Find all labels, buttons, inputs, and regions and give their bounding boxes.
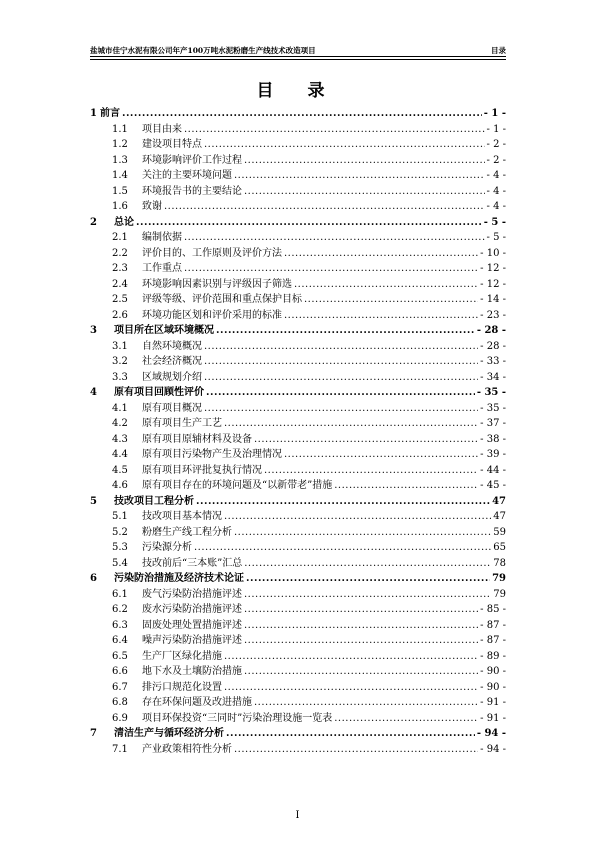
toc-section-entry[interactable] xyxy=(90,740,506,756)
toc-entry-page: - 45 - xyxy=(480,480,506,491)
dot-leader xyxy=(224,651,478,662)
toc-entry-title: 总论 xyxy=(114,216,134,228)
toc-entry-number: 4.3 xyxy=(112,433,128,445)
toc-section-entry[interactable] xyxy=(90,120,506,136)
dot-leader xyxy=(244,620,478,631)
dot-leader xyxy=(304,294,478,305)
dot-leader xyxy=(224,418,478,429)
toc-entry-title: 粉磨生产线工程分析 xyxy=(142,526,232,538)
toc-entry-page: - 91 - xyxy=(480,697,506,708)
toc-entry-title: 区域规划介绍 xyxy=(142,371,202,383)
toc-entry-page: 47 xyxy=(493,511,506,522)
toc-entry-page: - 85 - xyxy=(480,604,506,615)
dot-leader xyxy=(206,387,475,398)
toc-entry-number: 7.1 xyxy=(112,743,128,755)
table-of-contents xyxy=(90,104,506,755)
toc-entry-page: - 23 - xyxy=(480,309,506,321)
toc-entry-title: 废水污染防治措施评述 xyxy=(142,604,242,615)
toc-section-entry[interactable] xyxy=(90,151,506,167)
toc-entry-title: 项目所在区域环境概况 xyxy=(114,325,214,336)
dot-leader xyxy=(234,744,478,755)
toc-entry-title: 评级等级、评价范围和重点保护目标 xyxy=(142,294,302,305)
toc-entry-title: 致谢 xyxy=(142,201,162,212)
toc-entry-page: - 33 - xyxy=(480,356,506,367)
toc-entry-title: 项目由来 xyxy=(142,123,182,135)
toc-entry-title: 原有项目回顾性评价 xyxy=(114,387,204,398)
toc-entry-page: - 90 - xyxy=(480,681,506,693)
toc-entry-number: 1.1 xyxy=(112,123,128,135)
dot-leader xyxy=(246,573,490,584)
toc-entry-page: - 38 - xyxy=(480,433,506,445)
toc-entry-title: 自然环境概况 xyxy=(142,340,202,352)
toc-entry-number: 4.1 xyxy=(112,402,128,414)
toc-entry-page: - 37 - xyxy=(480,418,506,429)
toc-entry-number: 2.6 xyxy=(112,309,128,321)
dot-leader xyxy=(194,542,491,553)
toc-entry-page: 79 xyxy=(492,573,506,584)
toc-entry-title: 污染防治措施及经济技术论证 xyxy=(114,573,244,584)
dot-leader xyxy=(204,139,485,150)
toc-entry-page: - 10 - xyxy=(480,247,506,259)
toc-entry-page: - 35 - xyxy=(480,402,506,414)
toc-entry-number: 3.1 xyxy=(112,340,128,352)
toc-entry-number: 3 xyxy=(90,325,97,336)
toc-entry-number: 2.5 xyxy=(112,294,128,305)
dot-leader xyxy=(264,465,478,476)
toc-entry-number: 4.2 xyxy=(112,418,128,429)
toc-entry-number: 3.3 xyxy=(112,371,128,383)
toc-section-entry[interactable] xyxy=(90,368,506,384)
toc-entry-title: 社会经济概况 xyxy=(142,356,202,367)
toc-section-entry[interactable] xyxy=(90,414,506,430)
toc-entry-number: 2.4 xyxy=(112,278,128,290)
toc-entry-title: 项目环保投资“三同时”污染治理设施一览表 xyxy=(142,712,333,724)
toc-entry-page: 78 xyxy=(493,557,506,569)
toc-entry-number: 6.4 xyxy=(112,635,128,646)
toc-section-entry[interactable] xyxy=(90,461,506,477)
dot-leader xyxy=(196,496,490,507)
toc-section-entry[interactable] xyxy=(90,600,506,616)
toc-entry-title: 清洁生产与循环经济分析 xyxy=(114,728,224,739)
toc-entry-title: 建设项目特点 xyxy=(142,139,202,150)
toc-section-entry[interactable] xyxy=(90,554,506,570)
dot-leader xyxy=(224,682,478,693)
toc-chapter-entry[interactable] xyxy=(90,569,506,585)
toc-section-entry[interactable] xyxy=(90,631,506,647)
header-divider xyxy=(90,59,506,60)
dot-leader xyxy=(164,201,485,212)
toc-entry-title: 地下水及土壤防治措施 xyxy=(142,666,242,677)
toc-entry-number: 4.4 xyxy=(112,449,128,460)
toc-entry-number: 1.6 xyxy=(112,201,128,212)
toc-entry-title: 噪声污染防治措施评述 xyxy=(142,635,242,646)
toc-entry-title: 污染源分析 xyxy=(142,542,192,553)
dot-leader xyxy=(204,341,478,352)
toc-entry-title: 原有项目存在的环境问题及“以新带老”措施 xyxy=(142,480,333,491)
dot-leader xyxy=(204,356,478,367)
toc-entry-page: - 2 - xyxy=(486,139,506,150)
toc-entry-title: 固废处理处置措施评述 xyxy=(142,619,242,631)
dot-leader xyxy=(184,263,478,274)
toc-entry-number: 2.2 xyxy=(112,247,128,259)
dot-leader xyxy=(284,310,478,321)
toc-chapter-entry[interactable] xyxy=(90,492,506,508)
toc-entry-title: 原有项目污染物产生及治理情况 xyxy=(142,449,282,460)
toc-entry-number: 6.9 xyxy=(112,712,128,724)
toc-entry-number: 6.8 xyxy=(112,697,128,708)
page-title: 目 录 xyxy=(256,81,339,101)
toc-entry-title: 评价目的、工作原则及评价方法 xyxy=(142,247,282,259)
dot-leader xyxy=(334,713,478,724)
dot-leader xyxy=(284,449,478,460)
toc-section-entry[interactable] xyxy=(90,709,506,725)
toc-entry-title: 排污口规范化设置 xyxy=(142,681,222,693)
toc-entry-title: 环境影响因素识别与评级因子筛选 xyxy=(142,278,292,290)
toc-entry-number: 5 xyxy=(90,495,97,507)
dot-leader xyxy=(244,635,478,646)
dot-leader xyxy=(234,527,491,538)
toc-entry-page: - 28 - xyxy=(476,325,506,336)
dot-leader xyxy=(244,186,485,197)
toc-chapter-entry[interactable] xyxy=(90,383,506,399)
toc-section-entry[interactable] xyxy=(90,445,506,461)
toc-entry-number: 2.1 xyxy=(112,232,128,243)
toc-entry-title: 环境报告书的主要结论 xyxy=(142,185,242,197)
dot-leader xyxy=(244,589,491,600)
toc-entry-title: 工作重点 xyxy=(142,263,182,274)
toc-entry-page: - 12 - xyxy=(480,278,506,290)
dot-leader xyxy=(334,480,478,491)
toc-section-entry[interactable] xyxy=(90,244,506,260)
dot-leader xyxy=(244,155,485,166)
toc-section-entry[interactable] xyxy=(90,399,506,415)
toc-entry-page: - 2 - xyxy=(486,154,506,166)
dot-leader xyxy=(226,728,475,739)
dot-leader xyxy=(254,697,478,708)
toc-entry-page: - 35 - xyxy=(476,387,506,398)
toc-entry-number: 4 xyxy=(90,387,97,398)
toc-entry-page: - 12 - xyxy=(480,263,506,274)
toc-entry-number: 5.4 xyxy=(112,557,128,569)
toc-section-entry[interactable] xyxy=(90,352,506,368)
toc-section-entry[interactable] xyxy=(90,662,506,678)
toc-entry-page: - 14 - xyxy=(480,294,506,305)
toc-entry-page: - 4 - xyxy=(486,170,506,181)
toc-entry-title: 原有项目环评批复执行情况 xyxy=(142,464,262,476)
toc-entry-page: 59 xyxy=(493,526,506,538)
toc-entry-title: 技改前后“三本账”汇总 xyxy=(142,557,243,569)
toc-entry-title: 原有项目概况 xyxy=(142,402,202,414)
toc-entry-title: 生产厂区绿化措施 xyxy=(142,650,222,662)
dot-leader xyxy=(224,511,491,522)
toc-section-entry[interactable] xyxy=(90,306,506,322)
toc-entry-title: 编制依据 xyxy=(142,232,182,243)
running-header xyxy=(90,40,506,57)
toc-entry-number: 4.5 xyxy=(112,464,128,476)
toc-entry-page: - 5 - xyxy=(483,216,506,228)
toc-entry-page: - 28 - xyxy=(480,340,506,352)
header-section-label: 目录 xyxy=(491,46,506,55)
toc-entry-title: 废气污染防治措施评述 xyxy=(142,588,242,600)
dot-leader xyxy=(234,170,485,181)
toc-section-entry[interactable] xyxy=(90,616,506,632)
toc-section-entry[interactable] xyxy=(90,197,506,213)
toc-entry-number: 6.5 xyxy=(112,650,128,662)
dot-leader xyxy=(244,604,478,615)
toc-entry-page: - 1 - xyxy=(483,108,506,119)
toc-entry-number: 1.5 xyxy=(112,185,128,197)
toc-entry-number: 6.2 xyxy=(112,604,128,615)
dot-leader xyxy=(254,434,478,445)
toc-entry-number: 5.2 xyxy=(112,526,128,538)
page-number: I xyxy=(295,810,300,821)
toc-section-entry[interactable] xyxy=(90,476,506,492)
dot-leader xyxy=(284,248,478,259)
dot-leader xyxy=(184,124,485,135)
dot-leader xyxy=(204,403,478,414)
toc-entry-number: 6 xyxy=(90,573,97,584)
toc-chapter-entry[interactable] xyxy=(90,213,506,229)
toc-chapter-entry[interactable] xyxy=(90,321,506,337)
toc-chapter-entry[interactable] xyxy=(90,724,506,740)
toc-entry-page: 65 xyxy=(493,542,506,553)
toc-entry-page: 79 xyxy=(493,588,506,600)
toc-entry-page: - 34 - xyxy=(480,371,506,383)
dot-leader xyxy=(244,558,491,569)
toc-entry-page: - 1 - xyxy=(486,123,506,135)
toc-entry-number: 1 xyxy=(90,108,97,119)
dot-leader xyxy=(122,108,482,119)
toc-entry-number: 6.6 xyxy=(112,666,128,677)
toc-entry-title: 技改项目工程分析 xyxy=(114,495,194,507)
toc-entry-page: - 90 - xyxy=(480,666,506,677)
toc-section-entry[interactable] xyxy=(90,647,506,663)
toc-entry-page: - 87 - xyxy=(480,619,506,631)
toc-entry-number: 6.3 xyxy=(112,619,128,631)
dot-leader xyxy=(294,279,478,290)
dot-leader xyxy=(244,666,478,677)
toc-entry-page: - 44 - xyxy=(480,464,506,476)
toc-section-entry[interactable] xyxy=(90,135,506,151)
toc-section-entry[interactable] xyxy=(90,507,506,523)
toc-entry-title: 前言 xyxy=(99,108,120,119)
toc-section-entry[interactable] xyxy=(90,166,506,182)
toc-entry-number: 1.4 xyxy=(112,170,128,181)
toc-entry-number: 2.3 xyxy=(112,263,128,274)
toc-entry-title: 技改项目基本情况 xyxy=(142,511,222,522)
toc-entry-title: 环境影响评价工作过程 xyxy=(142,154,242,166)
toc-section-entry[interactable] xyxy=(90,538,506,554)
toc-entry-title: 存在环保问题及改进措施 xyxy=(142,697,252,708)
toc-entry-page: - 94 - xyxy=(480,743,506,755)
toc-section-entry[interactable] xyxy=(90,228,506,244)
toc-entry-page: - 39 - xyxy=(480,449,506,460)
toc-entry-page: - 5 - xyxy=(486,232,506,243)
toc-entry-number: 6.1 xyxy=(112,588,128,600)
toc-entry-number: 7 xyxy=(90,728,97,739)
toc-section-entry[interactable] xyxy=(90,259,506,275)
toc-entry-title: 原有项目生产工艺 xyxy=(142,418,222,429)
toc-entry-page: - 89 - xyxy=(480,650,506,662)
toc-section-entry[interactable] xyxy=(90,290,506,306)
toc-entry-title: 原有项目原辅材料及设备 xyxy=(142,433,252,445)
toc-entry-page: - 4 - xyxy=(486,201,506,212)
toc-entry-number: 5.3 xyxy=(112,542,128,553)
toc-section-entry[interactable] xyxy=(90,275,506,291)
toc-section-entry[interactable] xyxy=(90,182,506,198)
toc-entry-number: 2 xyxy=(90,216,97,228)
dot-leader xyxy=(184,232,485,243)
toc-section-entry[interactable] xyxy=(90,523,506,539)
toc-entry-title: 关注的主要环境问题 xyxy=(142,170,232,181)
toc-entry-page: - 91 - xyxy=(480,712,506,724)
toc-section-entry[interactable] xyxy=(90,693,506,709)
dot-leader xyxy=(204,372,478,383)
toc-entry-number: 4.6 xyxy=(112,480,128,491)
toc-section-entry[interactable] xyxy=(90,430,506,446)
toc-entry-page: - 4 - xyxy=(486,185,506,197)
toc-entry-title: 产业政策相符性分析 xyxy=(142,743,232,755)
header-document-title: 盐城市佳宁水泥有限公司年产100万吨水泥粉磨生产线技术改造项目 xyxy=(90,46,316,55)
toc-entry-number: 6.7 xyxy=(112,681,128,693)
toc-chapter-entry[interactable] xyxy=(90,104,506,120)
dot-leader xyxy=(216,325,475,336)
toc-entry-number: 1.2 xyxy=(112,139,128,150)
toc-section-entry[interactable] xyxy=(90,337,506,353)
toc-entry-page: - 87 - xyxy=(480,635,506,646)
toc-entry-page: - 94 - xyxy=(476,728,506,739)
toc-entry-title: 环境功能区划和评价采用的标准 xyxy=(142,309,282,321)
dot-leader xyxy=(136,217,482,228)
toc-section-entry[interactable] xyxy=(90,678,506,694)
toc-section-entry[interactable] xyxy=(90,585,506,601)
toc-entry-number: 5.1 xyxy=(112,511,128,522)
toc-entry-page: 47 xyxy=(492,495,506,507)
toc-entry-number: 3.2 xyxy=(112,356,128,367)
toc-entry-number: 1.3 xyxy=(112,154,128,166)
